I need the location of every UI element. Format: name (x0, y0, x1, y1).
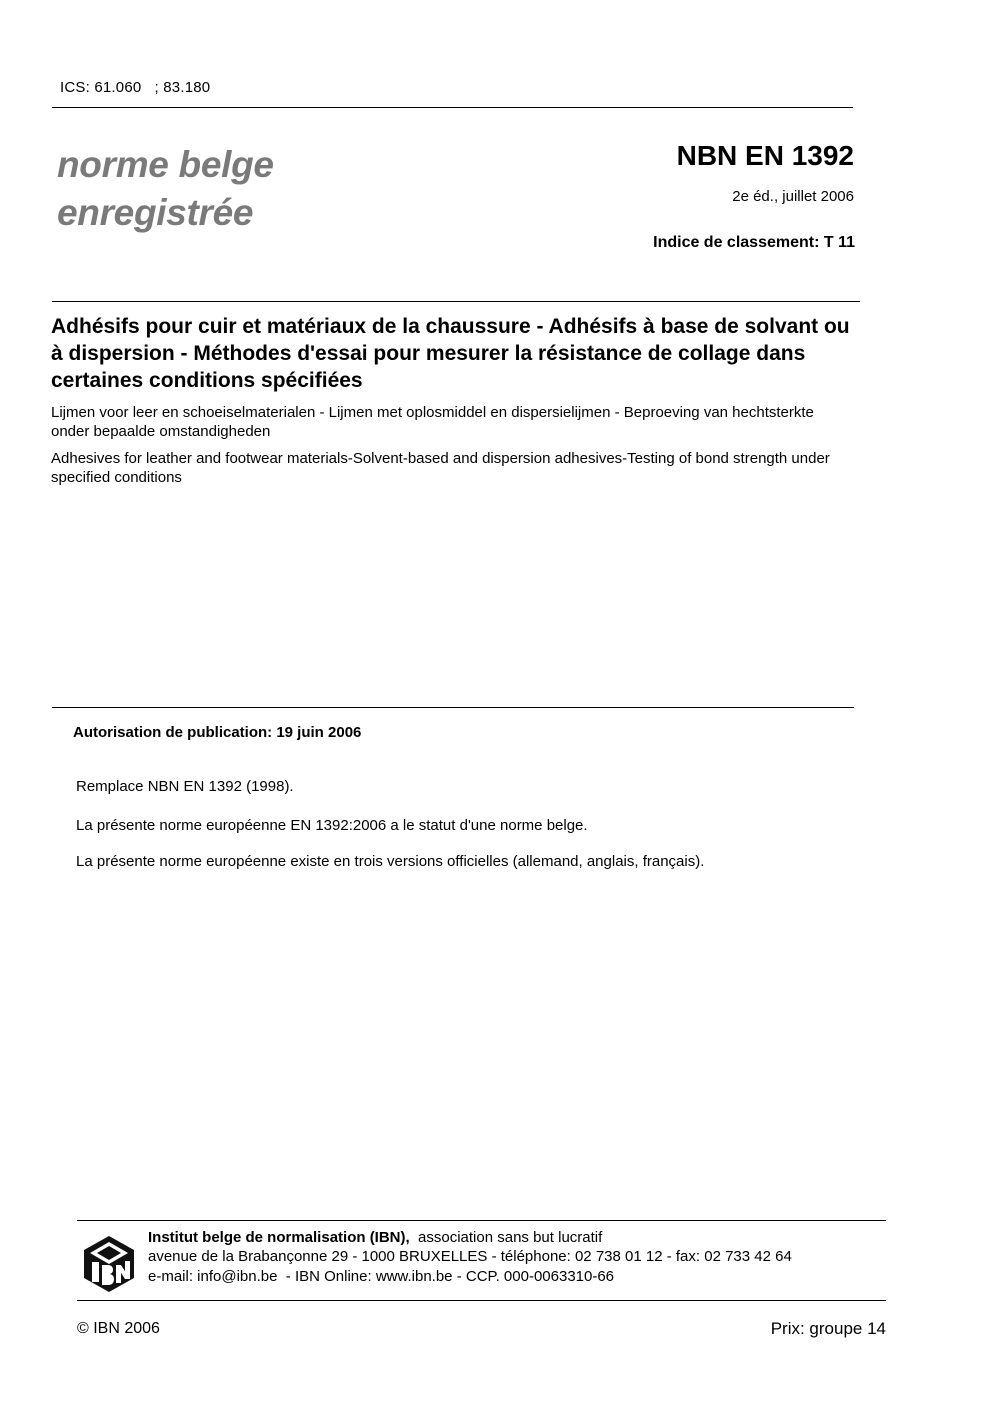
title-english: Adhesives for leather and footwear materials-Solvent-based and dispersion adhesives-Testing of bond strength under specified conditions (51, 450, 830, 486)
title-french: Adhésifs pour cuir et matériaux de la chaussure - Adhésifs à base de solvant ou à dispersion - Méthodes d'essai pour mesurer la résistance de collage dans certaines conditions spécifiées (51, 315, 850, 392)
header-divider (52, 107, 853, 108)
title-divider (52, 301, 860, 302)
ics-code: ICS: 61.060 ; 83.180 (60, 79, 211, 96)
footer-bottom-divider (77, 1300, 886, 1301)
institute-name-line (148, 1229, 602, 1246)
classification-index: Indice de classement: T 11 (653, 234, 855, 251)
institute-name: Institut belge de normalisation (IBN), (148, 1229, 410, 1246)
brand-line-2: enregistrée (57, 192, 254, 233)
institute-address: avenue de la Brabançonne 29 - 1000 BRUXELLES - téléphone: 02 738 01 12 - fax: 02 733 42 64 (148, 1248, 792, 1265)
note-replaces: Remplace NBN EN 1392 (1998). (76, 778, 294, 795)
publication-divider (52, 707, 854, 708)
note-versions: La présente norme européenne existe en trois versions officielles (allemand, anglais, français). (76, 853, 705, 870)
svg-text:IBN: IBN (109, 1291, 111, 1292)
institute-contact: e-mail: info@ibn.be - IBN Online: www.ibn.be - CCP. 000-0063310-66 (148, 1268, 615, 1285)
brand-title (57, 141, 274, 237)
footer-top-divider (77, 1220, 886, 1221)
copyright: © IBN 2006 (77, 1320, 160, 1337)
ibn-logo-icon (83, 1235, 135, 1293)
institute-suffix: association sans but lucratif (409, 1229, 603, 1246)
standard-number: NBN EN 1392 (676, 140, 854, 171)
brand-line-1: norme belge (57, 144, 274, 185)
price-group: Prix: groupe 14 (770, 1319, 886, 1338)
note-status: La présente norme européenne EN 1392:2006 a le statut d'une norme belge. (76, 817, 588, 834)
edition-date: 2e éd., juillet 2006 (732, 188, 854, 205)
publication-authorization: Autorisation de publication: 19 juin 2006 (73, 724, 362, 741)
title-dutch: Lijmen voor leer en schoeiselmaterialen - Lijmen met oplosmiddel en dispersielijmen - Beproeving van hechtsterkte onder bepaalde omstandigheden (51, 404, 814, 440)
